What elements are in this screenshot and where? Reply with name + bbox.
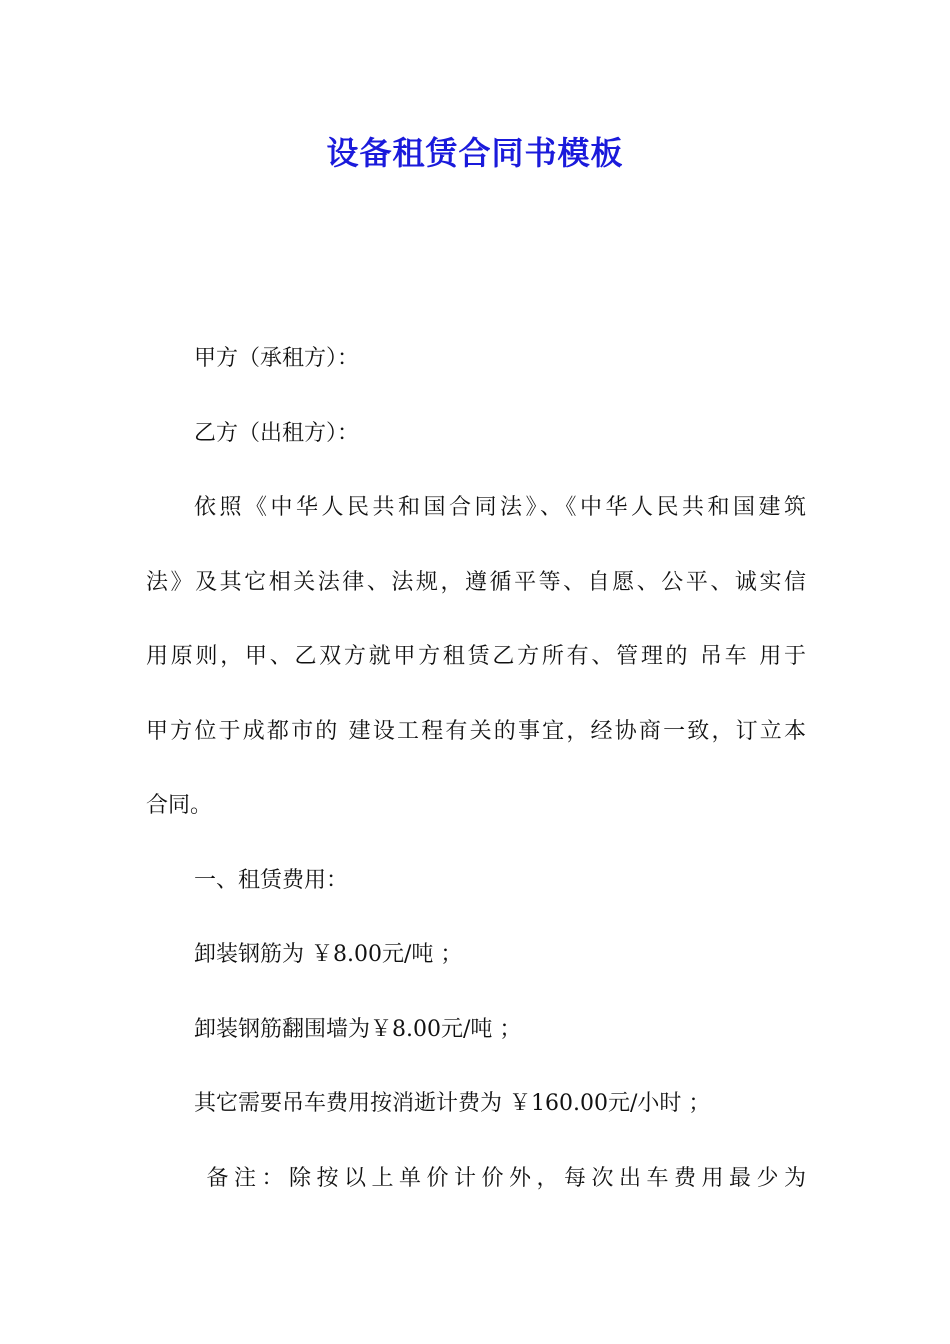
- note-line: 备注：除按以上单价计价外，每次出车费用最少为: [194, 1166, 806, 1191]
- party-b-line: 乙方（出租方）：: [194, 421, 360, 446]
- fee-item-hourly: 其它需要吊车费用按消逝计费为 ￥160.00元/小时 ；: [194, 1091, 711, 1116]
- intro-line-5: 合同。: [146, 793, 213, 818]
- fee-item-rebar-over-wall: 卸装钢筋翻围墙为￥8.00元/吨 ；: [194, 1017, 522, 1042]
- section-heading-rental-fees: 一、租赁费用：: [194, 868, 349, 893]
- fee-item-rebar: 卸装钢筋为 ￥8.00元/吨 ；: [194, 942, 463, 967]
- party-a-line: 甲方（承租方）：: [194, 346, 360, 371]
- intro-line-3: 用原则，甲、乙双方就甲方租赁乙方所有、管理的 吊车 用于: [146, 644, 806, 669]
- document-title: 设备租赁合同书模板: [326, 134, 624, 172]
- intro-line-4: 甲方位于成都市的 建设工程有关的事宜，经协商一致，订立本: [146, 719, 806, 744]
- intro-line-1: 依照《中华人民共和国合同法》、《中华人民共和国建筑: [194, 495, 806, 520]
- intro-line-2: 法》及其它相关法律、法规，遵循平等、自愿、公平、诚实信: [146, 570, 806, 595]
